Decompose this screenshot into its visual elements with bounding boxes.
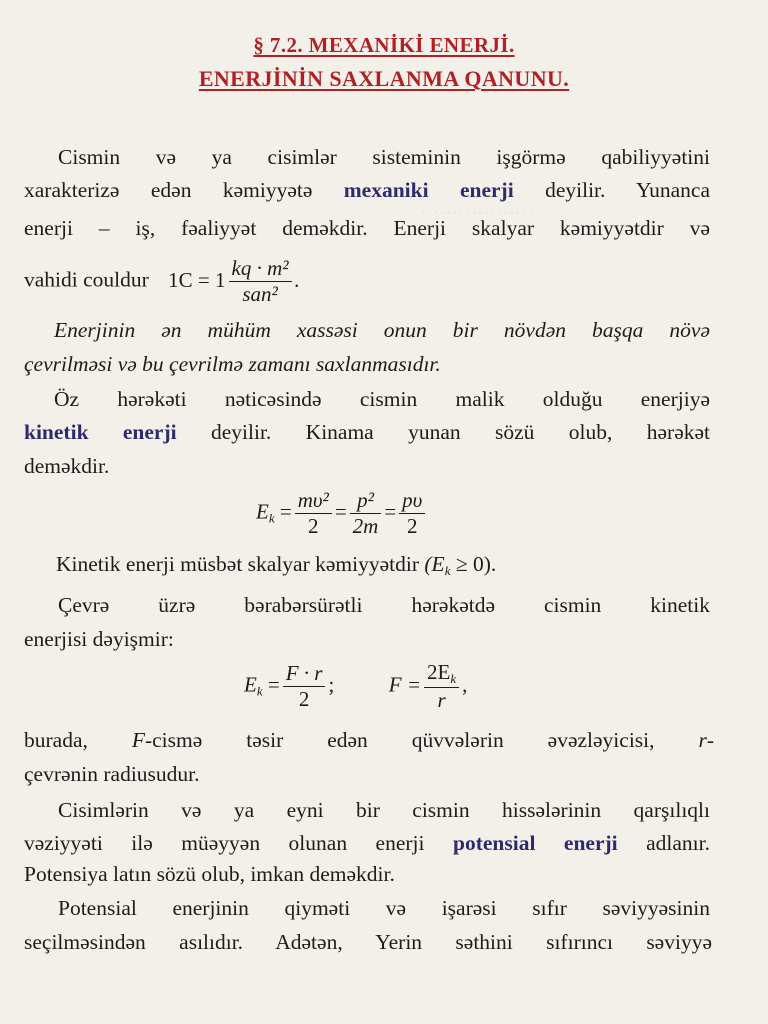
term-potential-energy: potensial enerji bbox=[452, 831, 618, 855]
p1-line2: xarakterizə edən kəmiyyətə mexaniki enerji deyilir. Yunanca bbox=[24, 178, 710, 202]
section-title: § 7.2. MEXANİKİ ENERJİ. bbox=[253, 33, 515, 57]
p2-line1: Enerjinin ən mühüm xassəsi onun bir növdən başqa növə bbox=[54, 318, 710, 342]
p3-line2: kinetik enerji deyilir. Kinama yunan sözü olub, hərəkət bbox=[24, 420, 710, 444]
kinetic-condition: $(E_k \ge 0)$. bbox=[424, 552, 497, 578]
p4-line1: Kinetik enerji müsbət skalyar kəmiyyətdir $(E_k \ge 0)$. bbox=[56, 552, 497, 578]
p8-line1: Potensial enerjinin qiyməti və işarəsi sıfır səviyyəsinin bbox=[58, 896, 710, 920]
term-kinetic-energy: kinetik enerji bbox=[24, 420, 177, 444]
p2-line2: çevrilməsi və bu çevrilmə zamanı saxlanmasıdır. bbox=[24, 352, 441, 376]
unit-formula: 1C = 1 $\frac{\text{kq · m²}}{\text{san²}}$ . bbox=[168, 256, 300, 307]
kinetic-energy-formula: $E_k$ = $\frac{\text{mυ²}}{2}$ = $\frac{\text{p²}}{2m}$ = $\frac{p\upsilon}{2}$ bbox=[256, 488, 428, 539]
p7-line2: vəziyyəti ilə müəyyən olunan enerji potensial enerji adlanır. bbox=[24, 831, 710, 855]
bleed-through: ……………… bbox=[420, 198, 534, 219]
p7-line1: Cisimlərin və ya eyni bir cismin hissələrinin qarşılıqlı bbox=[58, 798, 710, 822]
p7-line3: Potensiya latın sözü olub, imkan deməkdir. bbox=[24, 862, 395, 886]
p1-line4: vahidi couldur 1C = 1 $\frac{\text{kq · m²}}{\text{san²}}$ . bbox=[24, 256, 300, 307]
p1-line3: enerji – iş, fəaliyyət deməkdir. Enerji skalyar kəmiyyətdir və bbox=[24, 216, 710, 240]
circular-motion-formula: $E_k$ = $\frac{F \cdot r}{2}$ ; F = $\frac{2E_k}{r}$ , bbox=[244, 660, 468, 712]
p8-line2: seçilməsindən asılıdır. Adətən, Yerin səthini sıfırıncı səviyyə bbox=[24, 930, 712, 954]
p5-line1: Çevrə üzrə bərabərsürətli hərəkətdə cismin kinetik bbox=[58, 593, 710, 617]
p3-line1: Öz hərəkəti nəticəsində cismin malik olduğu enerjiyə bbox=[54, 387, 710, 411]
p1-line1: Cismin və ya cisimlər sisteminin işgörmə qabiliyyətini bbox=[58, 145, 710, 169]
p3-line3: deməkdir. bbox=[24, 454, 110, 478]
section-subtitle: ENERJİNİN SAXLANMA QANUNU. bbox=[198, 66, 570, 91]
p6-line2: çevrənin radiusudur. bbox=[24, 762, 200, 786]
p6-line1: burada, F-cismə təsir edən qüvvələrin əvəzləyicisi, r- bbox=[24, 728, 715, 752]
p5-line2: enerjisi dəyişmir: bbox=[24, 627, 174, 651]
term-mechanical-energy: mexaniki enerji bbox=[343, 178, 514, 202]
